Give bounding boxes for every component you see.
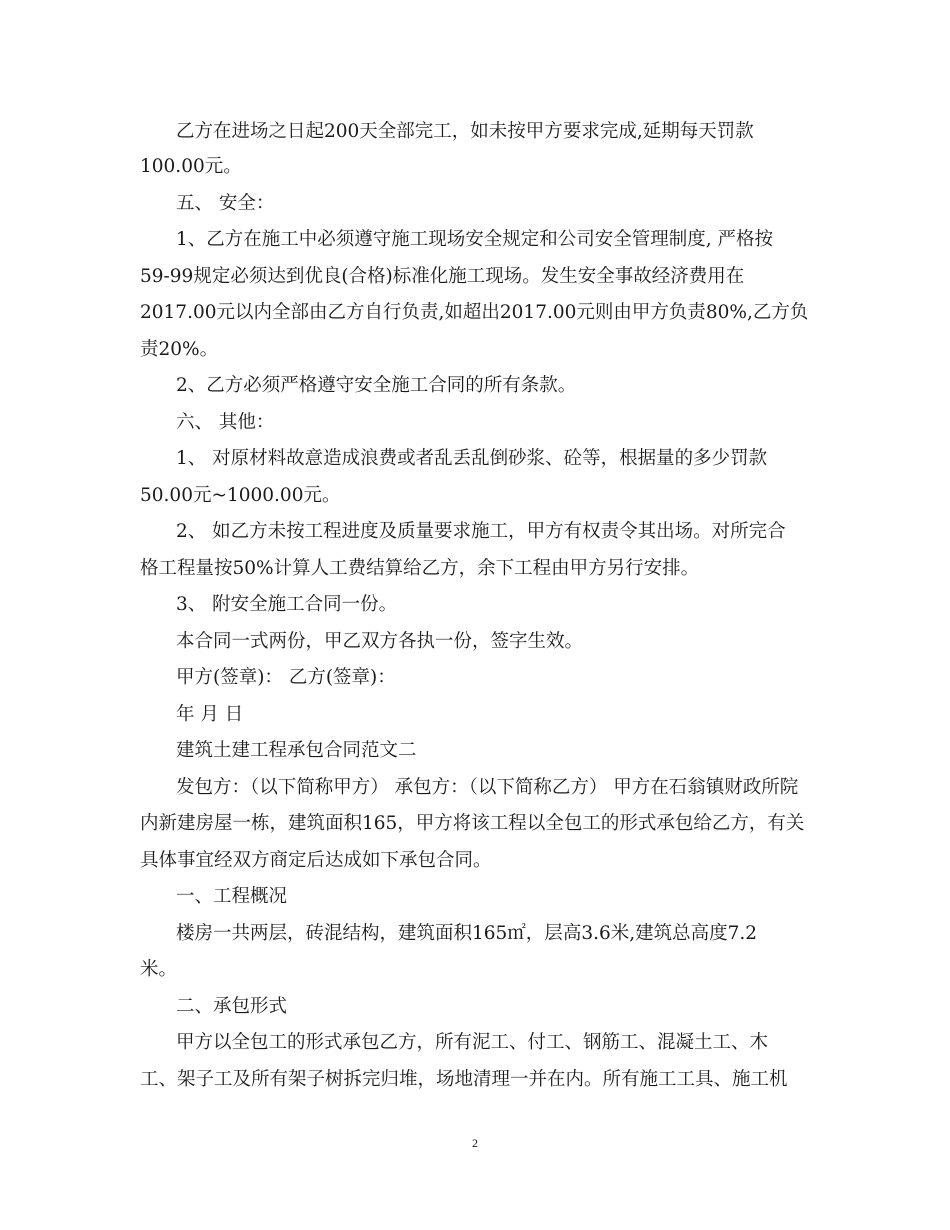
paragraph-line: 1、乙方在施工中必须遵守施工现场安全规定和公司安全管理制度, 严格按 xyxy=(176,229,774,250)
paragraph-line: 3、 附安全施工合同一份。 xyxy=(176,594,398,615)
section-heading: 二、承包形式 xyxy=(176,996,288,1017)
paragraph-line: 甲方以全包工的形式承包乙方，所有泥工、付工、钢筋工、混凝土工、木 xyxy=(176,1032,769,1053)
section-heading: 六、 其他： xyxy=(176,412,275,433)
paragraph-line: 59-99规定必须达到优良(合格)标准化施工现场。发生安全事故经济费用在 xyxy=(140,266,745,287)
paragraph-line: 本合同一式两份，甲乙双方各执一份，签字生效。 xyxy=(176,631,584,652)
paragraph-line: 1、 对原材料故意造成浪费或者乱丢乱倒砂浆、砼等，根据量的多少罚款 xyxy=(176,448,768,469)
paragraph-line: 米。 xyxy=(140,959,178,980)
paragraph-line: 50.00元~1000.00元。 xyxy=(140,485,341,506)
paragraph-line: 2、乙方必须严格遵守安全施工合同的所有条款。 xyxy=(176,375,577,396)
paragraph-line: 发包方：（以下简称甲方） 承包方：（以下简称乙方） 甲方在石翁镇财政所院 xyxy=(176,777,799,798)
section-heading: 五、 安全： xyxy=(176,193,275,214)
signature-line: 甲方(签章)： 乙方(签章)： xyxy=(176,667,396,688)
paragraph-line: 责20%。 xyxy=(140,339,219,360)
paragraph-line: 100.00元。 xyxy=(140,156,242,177)
paragraph-line: 楼房一共两层，砖混结构，建筑面积165㎡，层高3.6米,建筑总高度7.2 xyxy=(176,923,758,944)
section-heading: 一、工程概况 xyxy=(176,886,288,907)
paragraph-line: 乙方在进场之日起200天全部完工，如未按甲方要求完成,延期每天罚款 xyxy=(176,121,754,142)
page-number: 2 xyxy=(472,1136,478,1150)
paragraph-line: 格工程量按50%计算人工费结算给乙方，余下工程由甲方另行安排。 xyxy=(140,558,700,579)
date-line: 年 月 日 xyxy=(176,704,244,725)
paragraph-line: 2017.00元以内全部由乙方自行负责,如超出2017.00元则由甲方负责80%,乙方负 xyxy=(140,302,809,323)
document-title: 建筑土建工程承包合同范文二 xyxy=(176,740,417,761)
paragraph-line: 具体事宜经双方商定后达成如下承包合同。 xyxy=(140,850,492,871)
paragraph-line: 工、架子工及所有架子树拆完归堆，场地清理一并在内。所有施工工具、施工机 xyxy=(140,1069,788,1090)
paragraph-line: 内新建房屋一栋，建筑面积165，甲方将该工程以全包工的形式承包给乙方，有关 xyxy=(140,813,805,834)
paragraph-line: 2、 如乙方未按工程进度及质量要求施工，甲方有权责令其出场。对所完合 xyxy=(176,521,786,542)
